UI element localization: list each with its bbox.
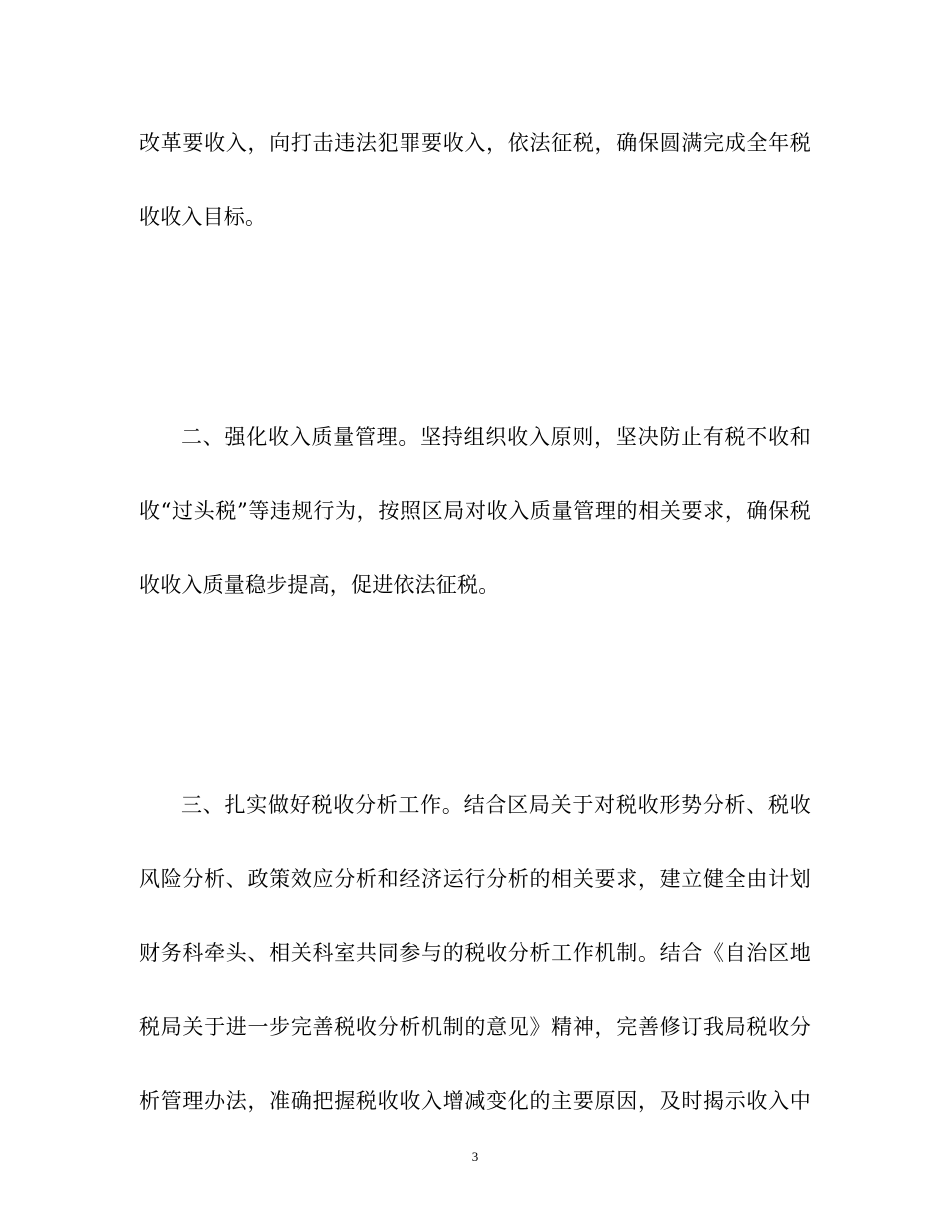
- paragraph-3-line-3: 财务科牵头、相关科室共同参与的税收分析工作机制。结合《自治区地: [139, 941, 811, 965]
- paragraph-1-line-2: 收收入目标。: [139, 205, 267, 229]
- paragraph-3-line-5: 析管理办法，准确把握税收收入增减变化的主要原因，及时揭示收入中: [139, 1089, 811, 1113]
- paragraph-3-line-2: 风险分析、政策效应分析和经济运行分析的相关要求，建立健全由计划: [139, 867, 811, 891]
- paragraph-3-line-1: 三、扎实做好税收分析工作。结合区局关于对税收形势分析、税收: [181, 793, 811, 817]
- paragraph-2-line-2: 收“过头税”等违规行为，按照区局对收入质量管理的相关要求，确保税: [139, 499, 811, 523]
- page-number: 3: [471, 1149, 479, 1164]
- paragraph-3-line-4: 税局关于进一步完善税收分析机制的意见》精神，完善修订我局税收分: [139, 1015, 811, 1039]
- paragraph-2-line-3: 收收入质量稳步提高，促进依法征税。: [139, 573, 500, 597]
- paragraph-1-line-1: 改革要收入，向打击违法犯罪要收入，依法征税，确保圆满完成全年税: [139, 131, 811, 155]
- paragraph-2-line-1: 二、强化收入质量管理。坚持组织收入原则，坚决防止有税不收和: [181, 425, 811, 449]
